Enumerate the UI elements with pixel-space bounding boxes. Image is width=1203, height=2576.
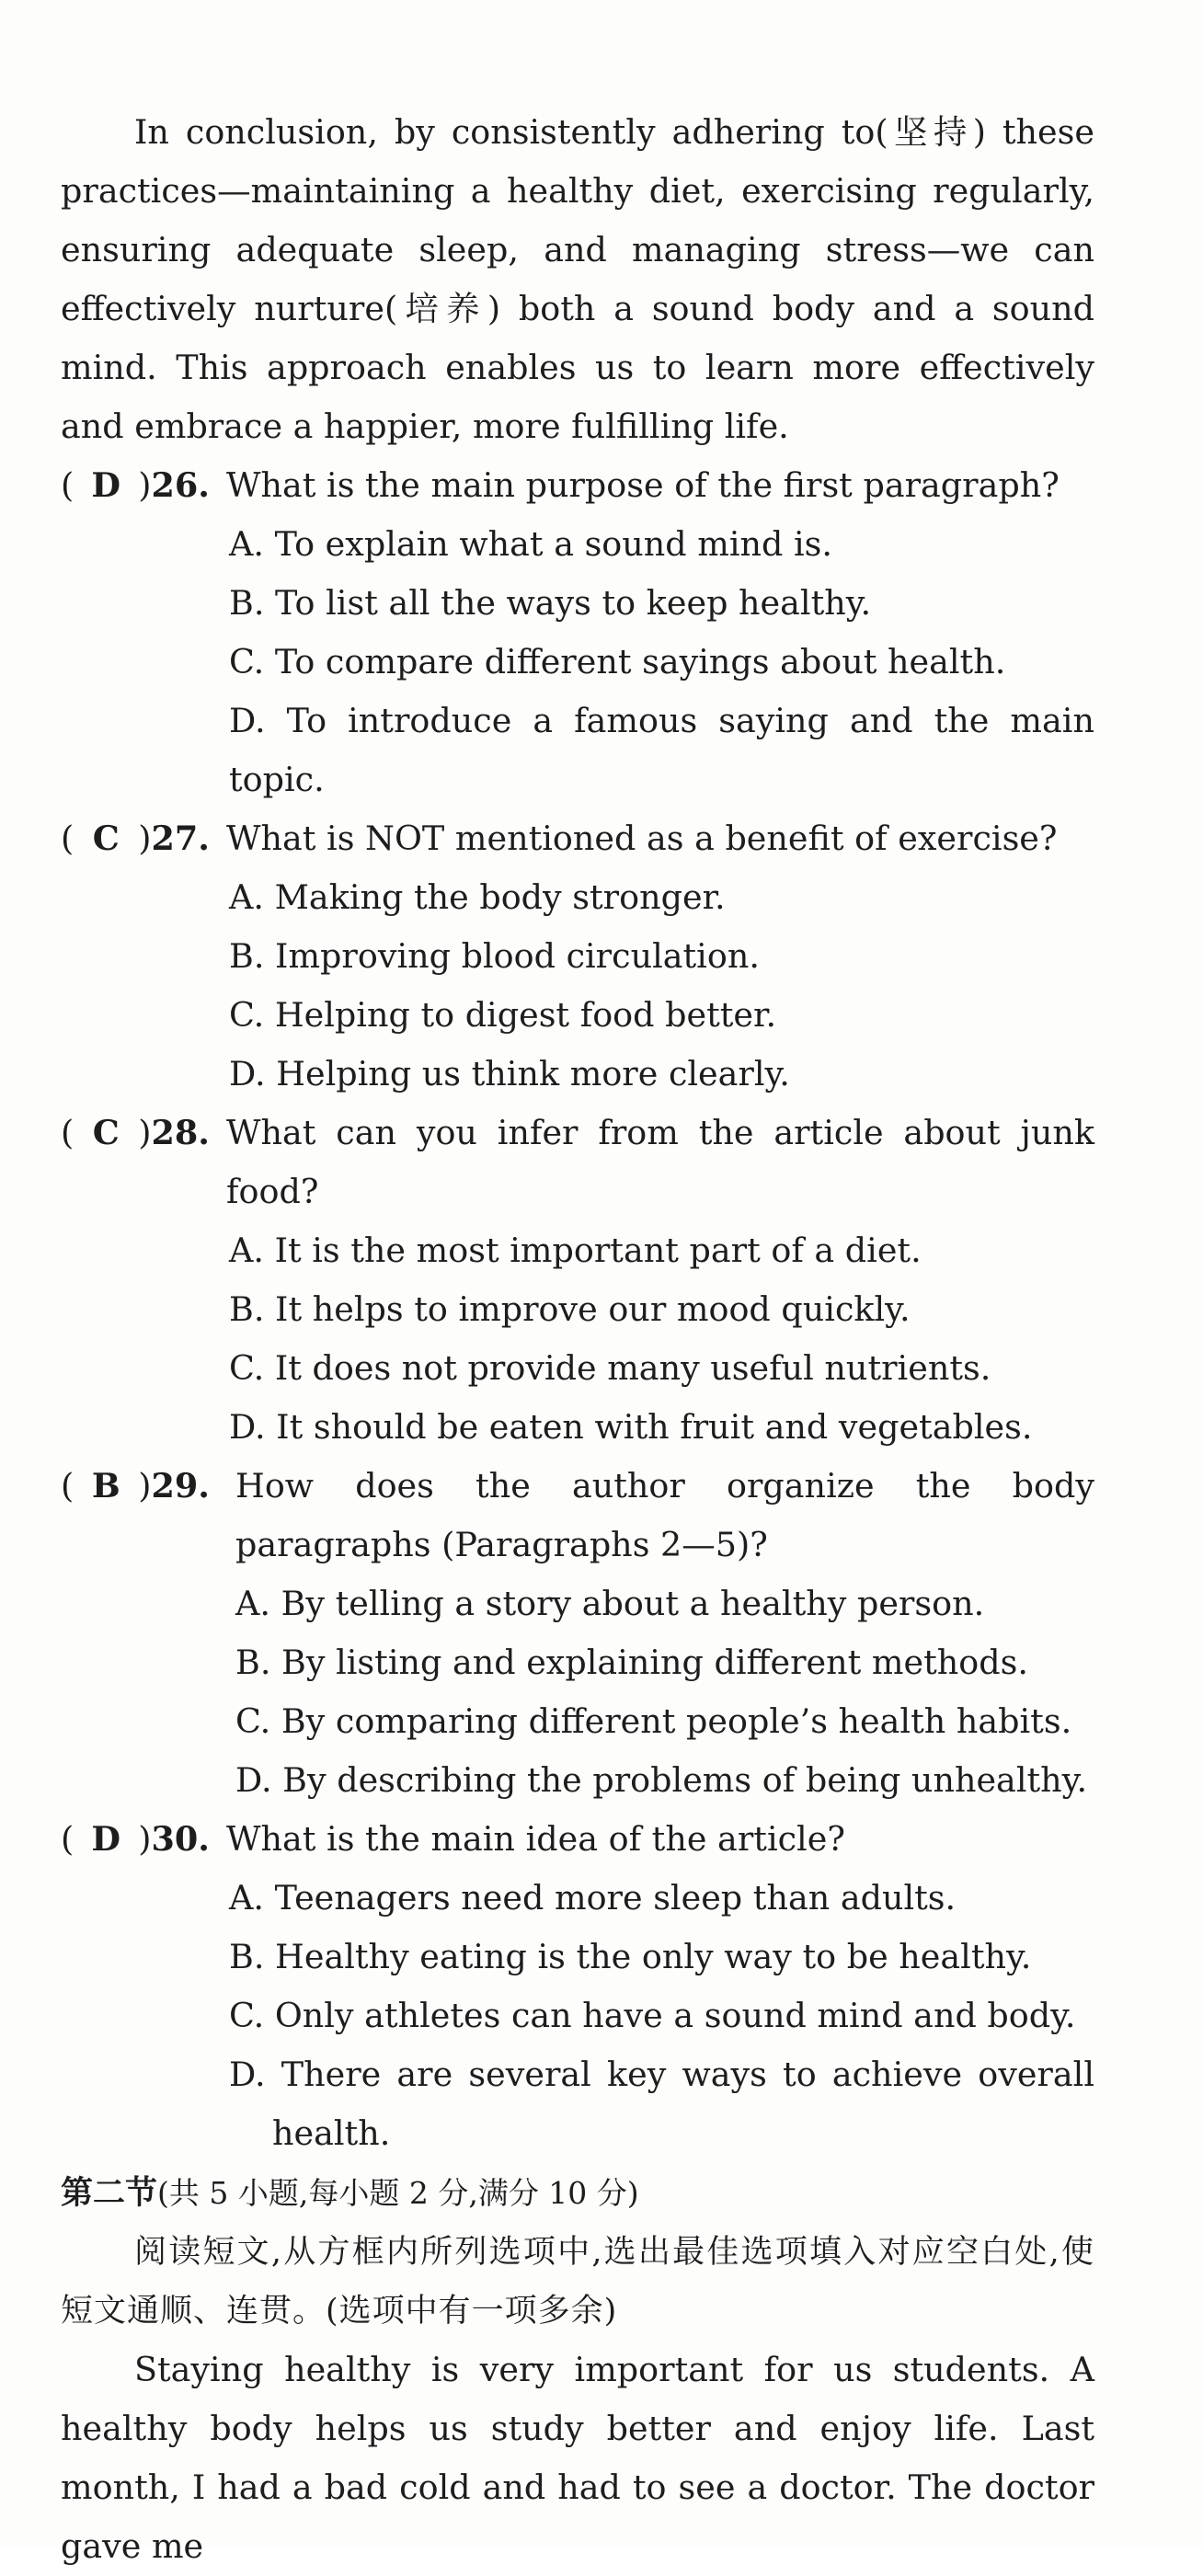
question-26 <box>61 456 1094 515</box>
question-head: ( D )26. <box>61 456 226 515</box>
question-text: What can you infer from the article about junk food? <box>226 1113 1094 1211</box>
option-b: B. Healthy eating is the only way to be healthy. <box>229 1937 1032 1976</box>
option-d: D. It should be eaten with fruit and vegetables. <box>229 1407 1033 1447</box>
option-b: B. Improving blood circulation. <box>229 936 760 976</box>
page-content <box>61 103 1094 2576</box>
question-29 <box>61 1457 1094 1574</box>
conclusion-paragraph: In conclusion, by consistently adhering to(坚持) these practices—maintaining a healthy diet, exercising regularly, ensuring adequate sleep, and managing stress—we can effectively nurture(培养) both a sound body and a sound mind. This approach enables us to learn more effectively and embrace a happier, more fulfilling life. <box>61 112 1094 446</box>
option-d: D. To introduce a famous saying and the main topic. <box>229 701 1094 799</box>
section-info: (共 5 小题,每小题 2 分,满分 10 分) <box>157 2175 639 2211</box>
question-29-block <box>61 1457 1094 1810</box>
options-27 <box>61 868 1094 1104</box>
option-a: A. Teenagers need more sleep than adults. <box>229 1878 957 1918</box>
option-a: A. To explain what a sound mind is. <box>229 524 833 564</box>
question-number: 30 <box>151 1819 199 1859</box>
question-30 <box>61 1810 1094 1869</box>
answer-mark: C <box>92 1113 120 1152</box>
answer-mark: C <box>92 819 120 858</box>
options-30 <box>61 1869 1094 2163</box>
question-number: 26 <box>151 465 199 505</box>
section-instructions: 阅读短文,从方框内所列选项中,选出最佳选项填入对应空白处,使短文通顺、连贯。(选项中有一项多余) <box>61 2234 1094 2330</box>
option-a: A. Making the body stronger. <box>229 877 726 917</box>
question-text: What is NOT mentioned as a benefit of exercise? <box>226 819 1058 858</box>
option-d: D. There are several key ways to achieve overall health. <box>229 2055 1094 2153</box>
section-heading <box>61 2163 1094 2223</box>
question-text: What is the main purpose of the first paragraph? <box>226 465 1060 505</box>
question-number: 28 <box>151 1113 199 1152</box>
question-27 <box>61 809 1094 868</box>
option-a: A. By telling a story about a healthy person. <box>235 1584 985 1623</box>
option-b: B. To list all the ways to keep healthy. <box>229 583 872 623</box>
options-28 <box>61 1221 1094 1457</box>
option-c: C. By comparing different people’s health habits. <box>235 1701 1072 1741</box>
section-title: 第二节 <box>61 2175 158 2212</box>
question-text: What is the main idea of the article? <box>226 1819 845 1859</box>
question-number: 27 <box>151 819 199 858</box>
option-c: C. It does not provide many useful nutrients. <box>229 1348 991 1388</box>
question-number: 29 <box>151 1466 199 1506</box>
option-c: C. Only athletes can have a sound mind and body. <box>229 1996 1076 2035</box>
option-c: C. To compare different sayings about health. <box>229 642 1006 681</box>
options-29 <box>61 1574 1094 1810</box>
option-d: D. Helping us think more clearly. <box>229 1054 790 1093</box>
passage-paragraph: Staying healthy is very important for us students. A healthy body helps us study better and enjoy life. Last month, I had a bad cold and had to see a doctor. The doctor gave me <box>61 2350 1094 2566</box>
option-a: A. It is the most important part of a diet. <box>229 1231 922 1270</box>
option-c: C. Helping to digest food better. <box>229 995 777 1035</box>
option-b: B. By listing and explaining different methods. <box>235 1643 1028 1682</box>
question-28 <box>61 1104 1094 1221</box>
option-d: D. By describing the problems of being unhealthy. <box>235 1760 1088 1800</box>
question-head: ( C )28. <box>61 1104 226 1162</box>
question-text: How does the author organize the body paragraphs (Paragraphs 2—5)? <box>235 1466 1094 1564</box>
answer-mark: D <box>91 1819 121 1859</box>
question-head: ( C )27. <box>61 809 226 868</box>
answer-mark: D <box>91 465 121 505</box>
option-b: B. It helps to improve our mood quickly. <box>229 1289 911 1329</box>
question-head: ( D )30. <box>61 1810 226 1869</box>
question-head: ( B )29. <box>61 1457 226 1516</box>
answer-mark: B <box>91 1466 120 1506</box>
options-26 <box>61 515 1094 809</box>
